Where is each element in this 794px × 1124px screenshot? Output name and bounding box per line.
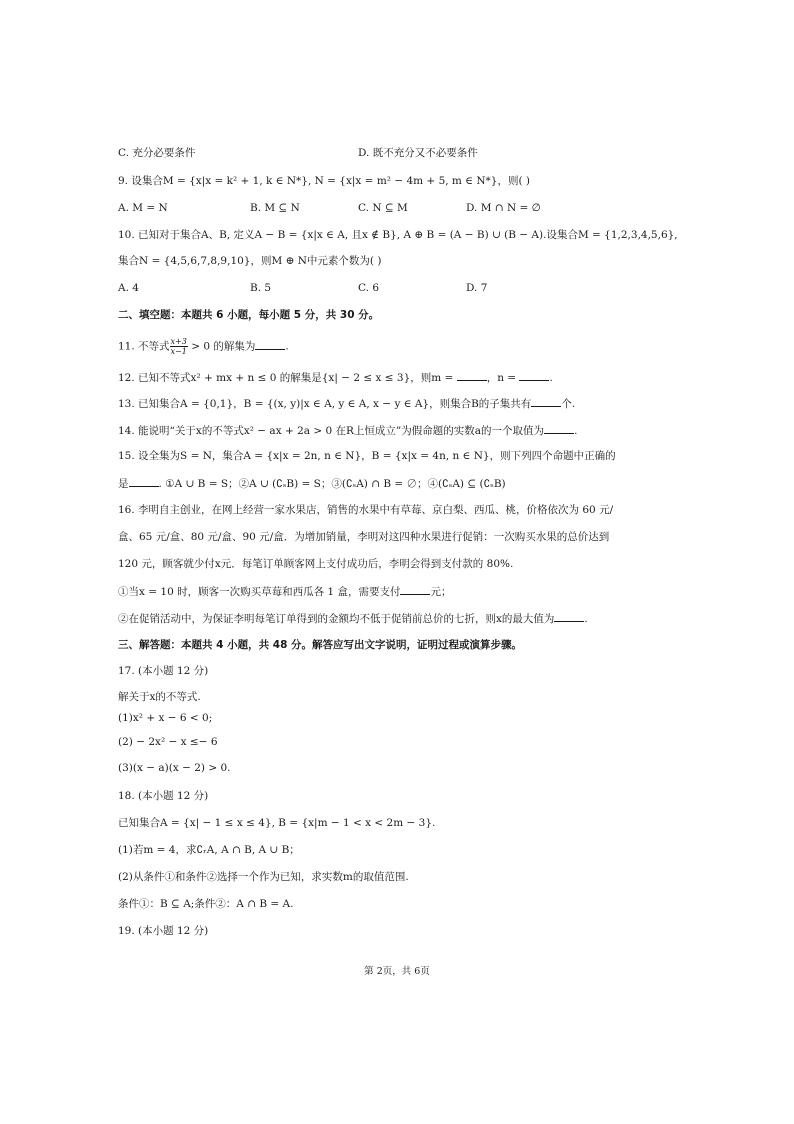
answer-blank [544, 423, 574, 434]
q10-option-b: B. 5 [250, 282, 272, 294]
q12-prefix: 12. 已知不等式x² + mx + n ≤ 0 的解集是{x| − 2 ≤ x ≤ 3}，则m = [118, 372, 457, 384]
q9-option-b: B. M ⊆ N [250, 202, 300, 214]
q16-line4-prefix: ①当x = 10 时，顾客一次购买草莓和西瓜各 1 盒，需要支付 [118, 586, 401, 598]
q14-end: . [574, 425, 578, 437]
answer-blank [554, 611, 584, 622]
q13-prefix: 13. 已知集合A = {0,1}，B = {(x, y)|x ∈ A, y ∈ A, x − y ∈ A}，则集合B的子集共有 [118, 398, 532, 410]
q8-option-d: D. 既不充分又不必要条件 [358, 147, 478, 159]
q17-part1: (1)x² + x − 6 < 0; [118, 712, 213, 724]
q9-option-a: A. M = N [118, 202, 168, 214]
q16-line2: 盒、65 元/盒、80 元/盒、90 元/盒．为增加销量，李明对这四种水果进行促销：一次购买水果的总价达到 [118, 531, 610, 543]
q14 [118, 423, 577, 438]
q18-intro: 已知集合A = {x| − 1 ≤ x ≤ 4}, B = {x|m − 1 < x < 2m − 3}. [118, 817, 436, 829]
q12-end: . [549, 372, 553, 384]
answer-blank [531, 396, 561, 407]
q18-heading: 18. (本小题 12 分) [118, 790, 209, 802]
q16-line5 [118, 611, 588, 626]
q11-end: . [285, 340, 289, 353]
answer-blank [129, 476, 159, 487]
answer-blank [400, 584, 430, 595]
q10-stem-line2: 集合N = {4,5,6,7,8,9,10}，则M ⊕ N中元素个数为( ) [118, 255, 382, 267]
q15-line2 [118, 476, 506, 491]
q11-fraction-denominator: x−1 [170, 347, 187, 356]
q16-line3: 120 元，顾客就少付x元．每笔订单顾客网上支付成功后，李明会得到支付款的 80%. [118, 558, 514, 570]
answer-blank [255, 339, 285, 350]
q17-part3: (3)(x − a)(x − 2) > 0. [118, 762, 231, 774]
q16-line5-end: . [584, 613, 588, 625]
q11 [118, 337, 289, 356]
page-footer: 第 2页，共 6页 [364, 966, 430, 977]
q14-prefix: 14. 能说明“关于x的不等式x² − ax + 2a > 0 在R上恒成立”为假命题的实数a的一个取值为 [118, 425, 545, 437]
q18-part2: (2)从条件①和条件②选择一个作为已知，求实数m的取值范围. [118, 871, 409, 883]
answer-blank [457, 370, 487, 381]
q11-suffix: > 0 的解集为 [187, 340, 256, 353]
q9-stem: 9. 设集合M = {x|x = k² + 1, k ∈ N*}, N = {x|x = m² − 4m + 5, m ∈ N*}，则( ) [118, 175, 530, 187]
q16-line4-end: 元； [430, 586, 452, 598]
q16-line1: 16. 李明自主创业，在网上经营一家水果店，销售的水果中有草莓、京白梨、西瓜、桃，价格依次为 60 元/ [118, 504, 614, 516]
q15-line2-prefix: 是 [118, 478, 129, 490]
q19-heading: 19. (本小题 12 分) [118, 925, 209, 937]
answer-blank [519, 370, 549, 381]
q8-option-c: C. 充分必要条件 [118, 147, 196, 159]
q17-intro: 解关于x的不等式. [118, 691, 201, 703]
q17-part2: (2) − 2x² − x ≤− 6 [118, 736, 218, 748]
q18-part1: (1)若m = 4，求∁ᵣA, A ∩ B, A ∪ B； [118, 844, 300, 856]
q10-option-d: D. 7 [466, 282, 488, 294]
q16-line4 [118, 584, 451, 599]
q15-line1: 15. 设全集为S = N，集合A = {x|x = 2n, n ∈ N}，B = {x|x = 4n, n ∈ N}，则下列四个命题中正确的 [118, 450, 616, 462]
q16-line5-prefix: ②在促销活动中，为保证李明每笔订单得到的金额均不低于促销前总价的七折，则x的最大值为 [118, 613, 555, 625]
q12-mid: ，n = [486, 372, 520, 384]
q17-heading: 17. (本小题 12 分) [118, 665, 209, 677]
q12 [118, 370, 553, 385]
q13 [118, 396, 575, 411]
section-3-heading: 三、解答题：本题共 4 小题，共 48 分。解答应写出文字说明，证明过程或演算步骤。 [118, 639, 523, 651]
q10-option-a: A. 4 [118, 282, 139, 294]
q10-option-c: C. 6 [358, 282, 380, 294]
section-2-heading: 二、填空题：本题共 6 小题，每小题 5 分，共 30 分。 [118, 309, 380, 321]
q11-prefix: 11. 不等式 [118, 340, 170, 353]
q15-line2-rest: . ①A ∪ B = S；②A ∪ (∁ₛB) = S；③(∁ₛA) ∩ B = ∅；④(∁ₛA) ⊆ (∁ₛB) [158, 478, 506, 490]
q9-option-c: C. N ⊆ M [358, 202, 408, 214]
q11-fraction-numerator: x+3 [170, 337, 187, 346]
q10-stem-line1: 10. 已知对于集合A、B, 定义A − B = {x|x ∈ A, 且x ∉ B}, A ⊕ B = (A − B) ∪ (B − A).设集合M = {1,2,3,4,5,6}, [118, 229, 678, 241]
q11-fraction [170, 337, 188, 356]
q9-option-d: D. M ∩ N = ∅ [466, 202, 541, 214]
q13-end: 个. [561, 398, 576, 410]
q18-conditions: 条件①：B ⊆ A;条件②：A ∩ B = A. [118, 898, 294, 910]
